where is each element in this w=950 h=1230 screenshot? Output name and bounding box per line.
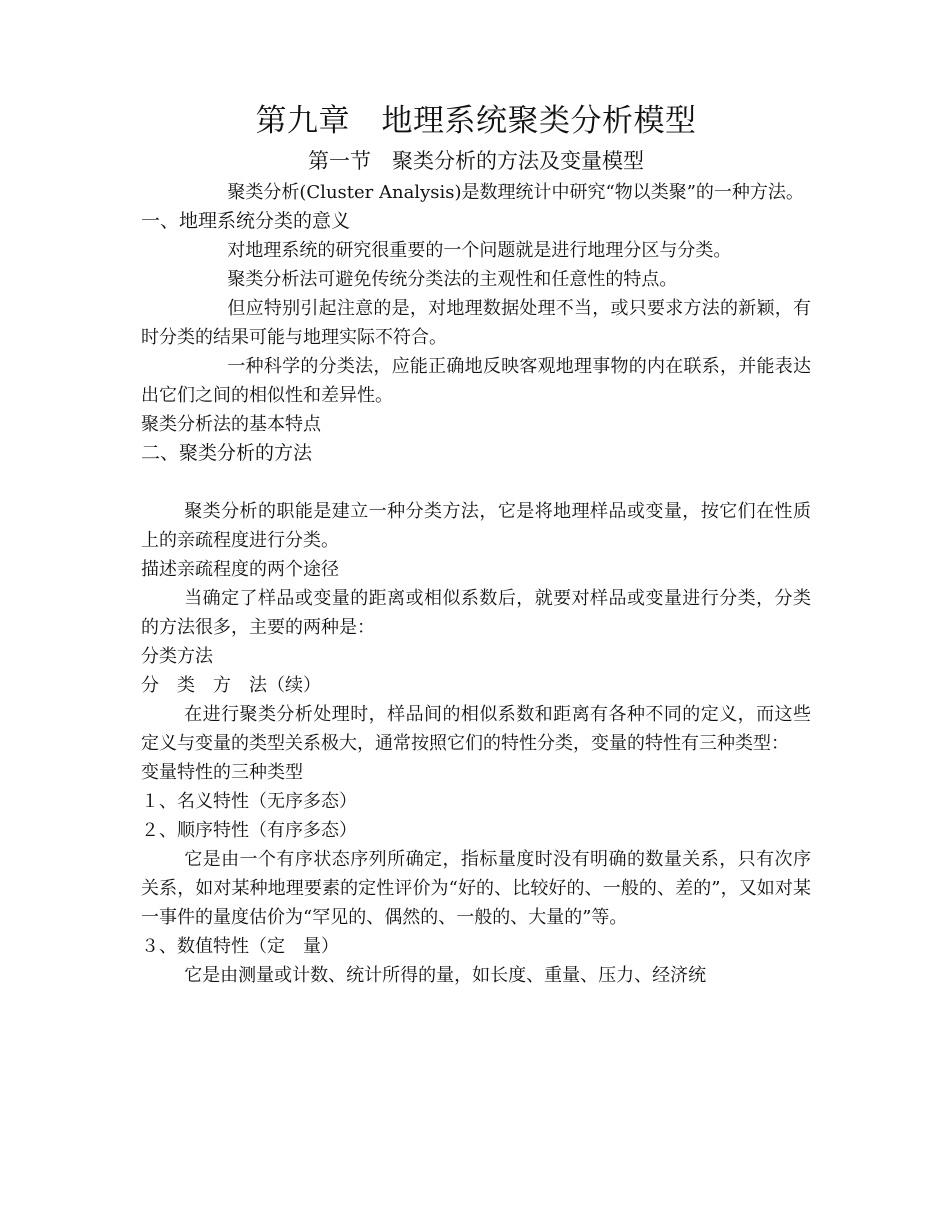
heading-methods: 二、聚类分析的方法 [141, 442, 313, 464]
paragraph-5: 聚类分析的职能是建立一种分类方法，它是将地理样品或变量，按它们在性质上的亲疏程度进行分类。 [141, 501, 811, 551]
list-item-nominal: １、名义特性（无序多态） [141, 791, 357, 812]
paragraph-3: 但应特别引起注意的是，对地理数据处理不当，或只要求方法的新颖，有时分类的结果可能与地理实际不符合。 [141, 298, 811, 348]
intro-paragraph: 聚类分析(Cluster Analysis)是数理统计中研究“物以类聚”的一种方法。 [227, 182, 804, 203]
paragraph-9: 它是由测量或计数、统计所得的量，如长度、重量、压力、经济统 [184, 965, 707, 986]
list-item-ordinal: ２、顺序特性（有序多态） [141, 820, 357, 841]
paragraph-6: 当确定了样品或变量的距离或相似系数后，就要对样品或变量进行分类，分类的方法很多，主要的两种是： [141, 588, 811, 638]
heading-basic-features: 聚类分析法的基本特点 [141, 414, 321, 435]
heading-two-ways: 描述亲疏程度的两个途径 [141, 559, 339, 580]
heading-classification-methods-cont: 分 类 方 法（续） [141, 675, 321, 696]
heading-significance: 一、地理系统分类的意义 [141, 210, 351, 232]
document-body [141, 98, 811, 990]
heading-three-types: 变量特性的三种类型 [141, 762, 303, 783]
heading-classification-methods: 分类方法 [141, 646, 213, 667]
blank-line [141, 468, 811, 497]
paragraph-7: 在进行聚类分析处理时，样品间的相似系数和距离有各种不同的定义，而这些定义与变量的类型关系极大，通常按照它们的特性分类，变量的特性有三种类型： [141, 704, 811, 754]
paragraph-8: 它是由一个有序状态序列所确定，指标量度时没有明确的数量关系，只有次序关系，如对某种地理要素的定性评价为“好的、比较好的、一般的、差的”，又如对某一事件的量度估价为“罕见的、偶然的、一般的、大量的”等。 [141, 849, 811, 928]
paragraph-4: 一种科学的分类法，应能正确地反映客观地理事物的内在联系，并能表达出它们之间的相似性和差异性。 [141, 356, 811, 406]
section-title: 第一节 聚类分析的方法及变量模型 [308, 149, 644, 173]
list-item-numeric: ３、数值特性（定 量） [141, 936, 339, 957]
paragraph-2: 聚类分析法可避免传统分类法的主观性和任意性的特点。 [227, 269, 678, 290]
chapter-title: 第九章 地理系统聚类分析模型 [255, 103, 697, 139]
paragraph-1: 对地理系统的研究很重要的一个问题就是进行地理分区与分类。 [227, 240, 732, 261]
